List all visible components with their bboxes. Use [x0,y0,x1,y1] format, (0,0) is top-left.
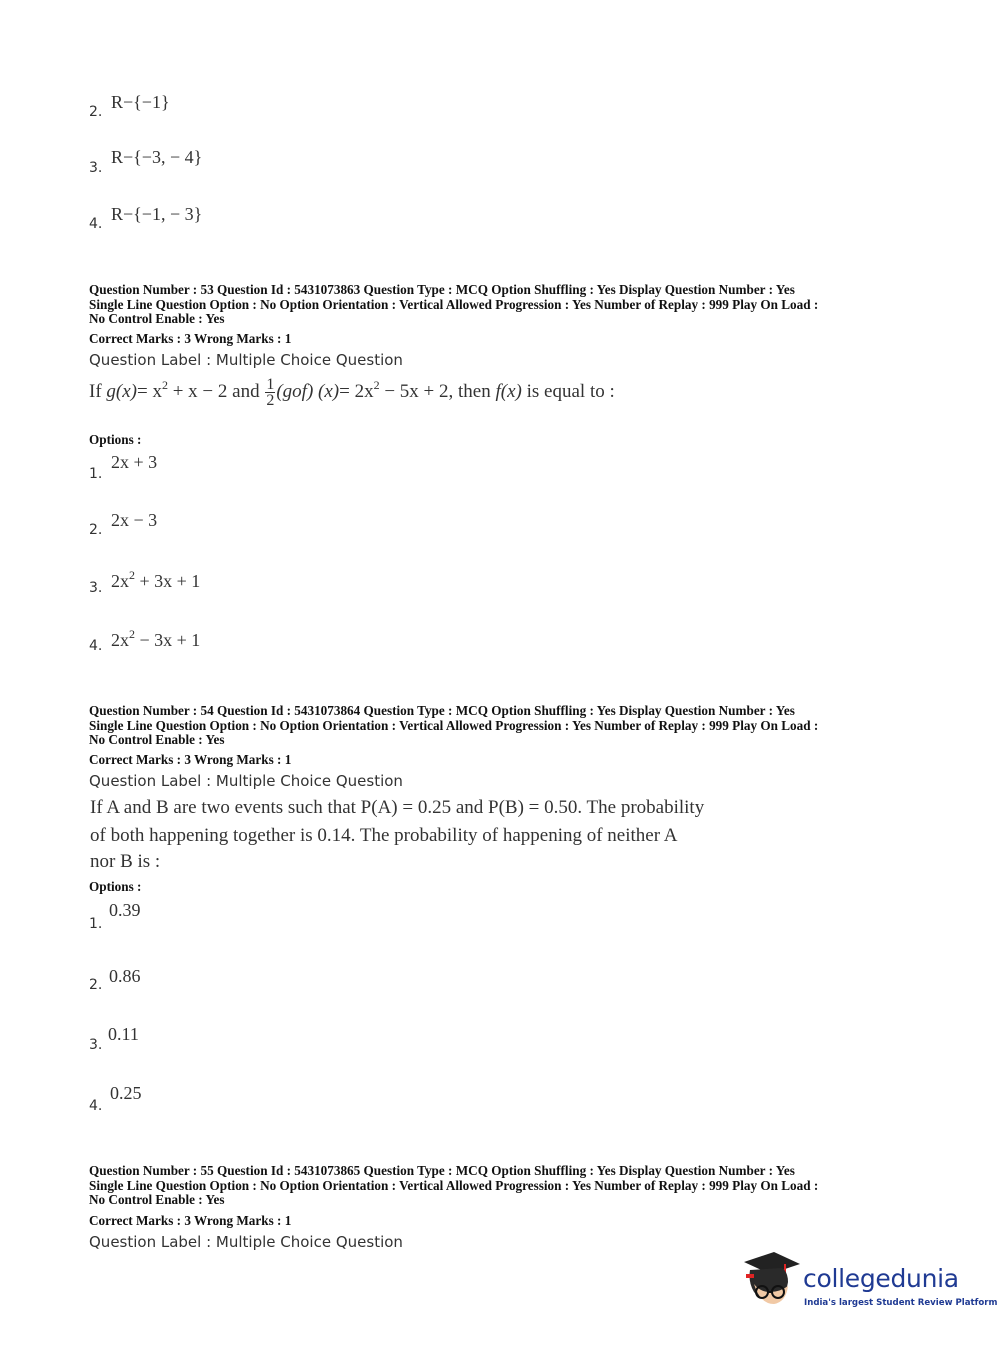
option-number: 4. [89,638,103,654]
fraction-denominator: 2 [266,392,275,409]
q-sup: 2 [373,377,380,392]
question-meta [89,704,919,748]
meta-line: No Control Enable : Yes [89,1192,225,1208]
q-math: = 2x [339,380,374,402]
question-marks: Correct Marks : 3 Wrong Marks : 1 [89,1213,292,1228]
meta-line: Single Line Question Option : No Option Orientation : Vertical Allowed Progression : Yes Number of Replay : 999 Play On Load : [89,1177,819,1193]
q-word: then [458,380,491,402]
q-math: − 5x + 2, [379,380,454,402]
question-label: Question Label : Multiple Choice Question [89,1233,403,1251]
meta-line: Question Number : 55 Question Id : 5431073865 Question Type : MCQ Option Shuffling : Yes Display Question Number : Yes [89,1163,795,1178]
option-text: 0.25 [110,1083,142,1103]
option-text: 0.39 [109,900,141,920]
brand-name: collegedunia [803,1264,959,1293]
option-number: 3. [89,580,103,596]
question-marks: Correct Marks : 3 Wrong Marks : 1 [89,331,292,346]
q-math: f(x) [495,380,522,402]
option-text: R−{−3, − 4} [111,147,203,167]
options-label: Options : [89,879,142,894]
option-text: 2x − 3 [111,510,158,530]
fraction-numerator: 1 [266,376,275,393]
option-number: 3. [89,1037,103,1053]
options-label: Options : [89,432,142,447]
brand-tagline: India's largest Student Review Platform [804,1298,998,1308]
question-marks: Correct Marks : 3 Wrong Marks : 1 [89,752,292,767]
meta-line: Question Number : 53 Question Id : 5431073863 Question Type : MCQ Option Shuffling : Yes Display Question Number : Yes [89,282,795,297]
question-text-line: nor B is : [90,851,161,872]
meta-line: No Control Enable : Yes [89,311,225,327]
q-math: g(x) [106,380,137,402]
q-math: (gof) (x) [276,380,340,402]
q-word: and [232,380,260,402]
mascot-icon [740,1248,802,1314]
option-number: 2. [89,977,103,993]
option-text: R−{−1, − 3} [111,204,203,224]
option-number: 3. [89,160,103,176]
q-math: + x − 2 [167,380,228,402]
option-text: $2x^2 - 3x + 1$ [111,627,201,650]
option-text: R−{−1} [111,92,170,112]
q-sup: 2 [161,377,168,392]
question-meta [89,283,919,327]
option-number: 4. [89,1098,103,1114]
meta-line: Single Line Question Option : No Option Orientation : Vertical Allowed Progression : Yes Number of Replay : 999 Play On Load : [89,717,819,733]
meta-line: Single Line Question Option : No Option Orientation : Vertical Allowed Progression : Yes Number of Replay : 999 Play On Load : [89,296,819,312]
option-text: $2x^2 + 3x + 1$ [111,568,201,591]
question-text [89,377,615,408]
option-number: 2. [89,522,103,538]
question-text-line: of both happening together is 0.14. The probability of happening of neither A [90,825,678,846]
option-number: 1. [89,466,103,482]
option-text: 0.11 [108,1024,139,1044]
option-text: 0.86 [109,966,141,986]
option-text: 2x + 3 [111,452,158,472]
question-label: Question Label : Multiple Choice Question [89,772,403,790]
meta-line: Question Number : 54 Question Id : 5431073864 Question Type : MCQ Option Shuffling : Yes Display Question Number : Yes [89,703,795,718]
meta-line: No Control Enable : Yes [89,732,225,748]
question-text-line: If A and B are two events such that P(A) = 0.25 and P(B) = 0.50. The probability [90,797,705,818]
option-number: 1. [89,916,103,932]
q-math: = x [137,380,162,402]
option-number: 4. [89,216,103,232]
option-number: 2. [89,104,103,120]
q-word: If [89,380,102,402]
fraction [265,377,275,408]
question-label: Question Label : Multiple Choice Question [89,351,403,369]
question-meta [89,1164,919,1208]
q-word: is equal to : [526,380,615,402]
